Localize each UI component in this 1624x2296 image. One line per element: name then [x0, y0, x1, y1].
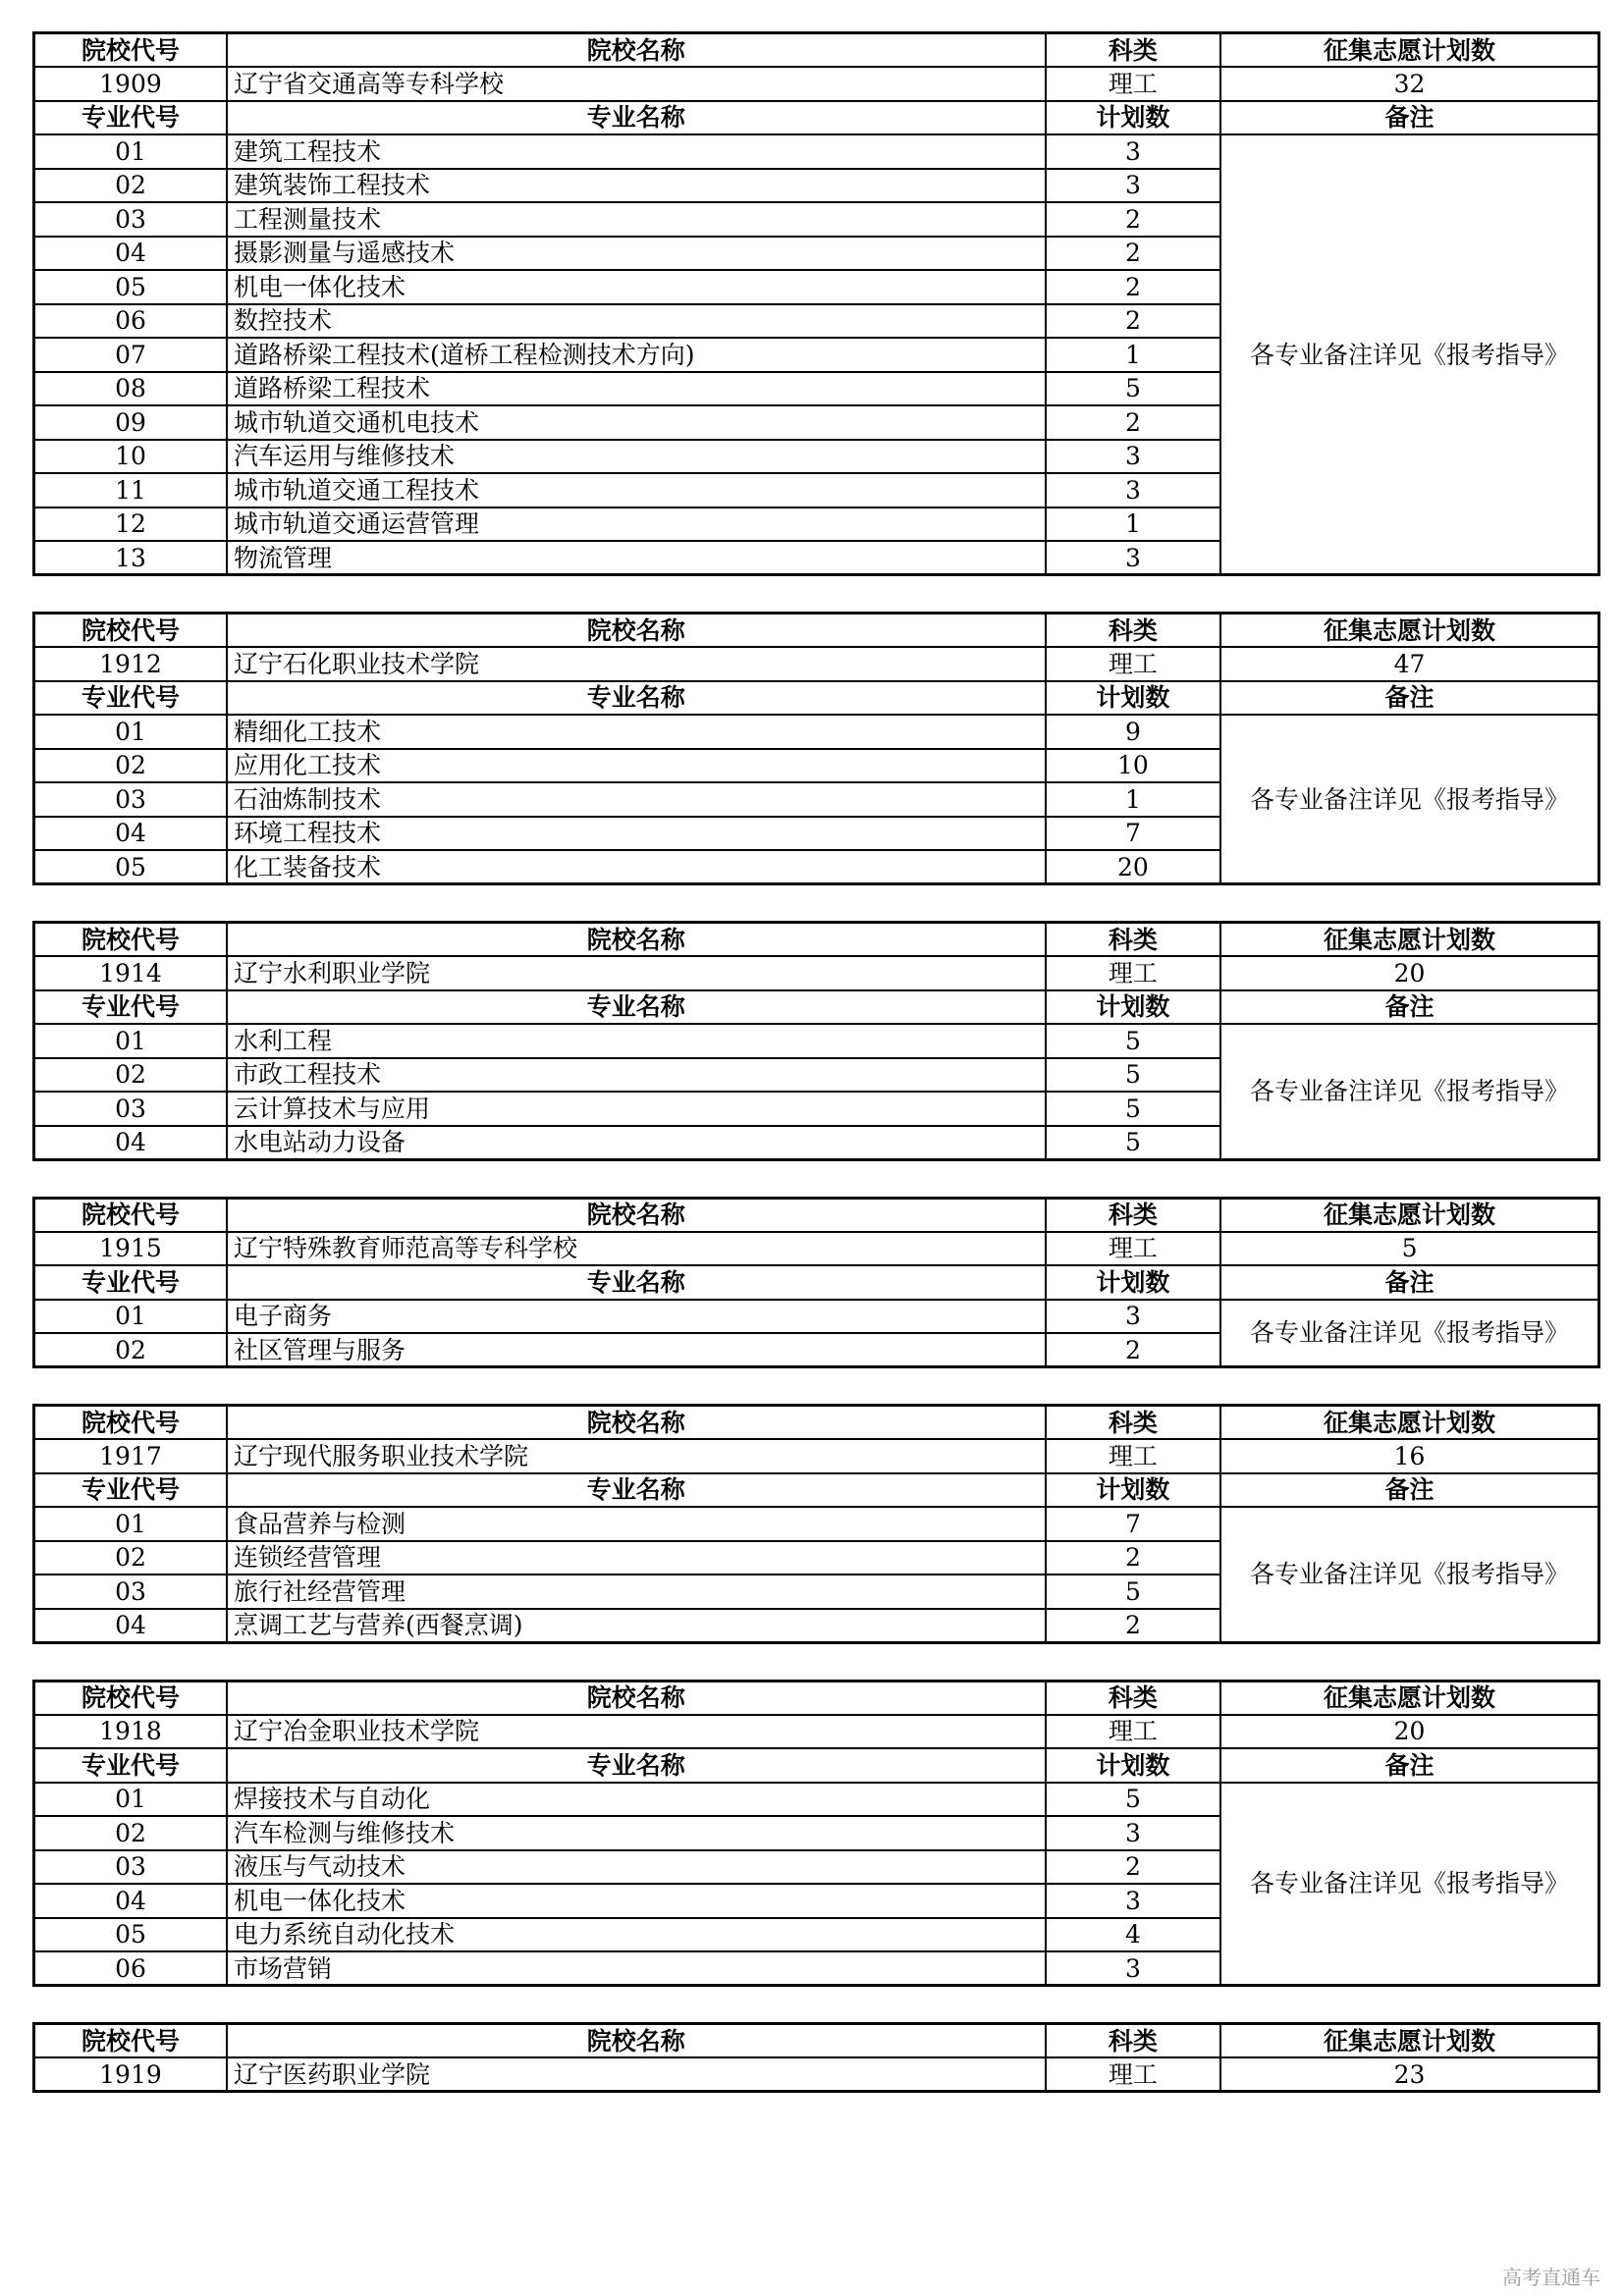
major-code-header: 专业代号: [34, 1473, 227, 1508]
school-name-header: 院校名称: [227, 614, 1046, 648]
major-code: 02: [34, 1333, 227, 1367]
major-header-row: [34, 1748, 1599, 1783]
school-code: 1912: [34, 647, 227, 681]
major-plan-count: 7: [1046, 817, 1220, 851]
school-name: 辽宁特殊教育师范高等专科学校: [227, 1232, 1046, 1266]
major-code: 12: [34, 507, 227, 542]
major-code: 10: [34, 440, 227, 474]
school-table: [32, 1680, 1600, 1988]
school-name: 辽宁石化职业技术学院: [227, 647, 1046, 681]
school-plan-total: 20: [1220, 1715, 1598, 1749]
major-code: 04: [34, 1126, 227, 1160]
school-name-header: 院校名称: [227, 1198, 1046, 1232]
school-info-row: [34, 1439, 1599, 1473]
major-plan-count: 3: [1046, 1884, 1220, 1918]
school-header-row: [34, 2024, 1599, 2058]
plan-count-header: 计划数: [1046, 1748, 1220, 1783]
school-name: 辽宁省交通高等专科学校: [227, 67, 1046, 101]
school-name-header: 院校名称: [227, 1681, 1046, 1715]
plan-total-header: 征集志愿计划数: [1220, 33, 1598, 68]
major-plan-count: 1: [1046, 338, 1220, 372]
major-plan-count: 5: [1046, 1024, 1220, 1058]
major-name-header: 专业名称: [227, 990, 1046, 1025]
major-row: [34, 1300, 1599, 1334]
remarks-note: 各专业备注详见《报考指导》: [1220, 1783, 1598, 1986]
school-code-header: 院校代号: [34, 1406, 227, 1440]
major-plan-count: 7: [1046, 1507, 1220, 1541]
major-name-header: 专业名称: [227, 101, 1046, 135]
major-code: 05: [34, 1918, 227, 1952]
plan-total-header: 征集志愿计划数: [1220, 614, 1598, 648]
school-table: [32, 921, 1600, 1161]
school-code: 1915: [34, 1232, 227, 1266]
plan-count-header: 计划数: [1046, 681, 1220, 716]
school-code: 1917: [34, 1439, 227, 1473]
major-code: 02: [34, 169, 227, 203]
major-row: [34, 1024, 1599, 1058]
watermark: 高考直通车: [1502, 2266, 1600, 2289]
major-code: 01: [34, 715, 227, 749]
remarks-note: 各专业备注详见《报考指导》: [1220, 1024, 1598, 1159]
plan-count-header: 计划数: [1046, 990, 1220, 1025]
table-gap: [32, 1644, 1600, 1680]
major-name: 水利工程: [227, 1024, 1046, 1058]
major-header-row: [34, 1265, 1599, 1300]
admission-plan-document: [32, 31, 1600, 2093]
school-code-header: 院校代号: [34, 33, 227, 68]
major-code: 01: [34, 1783, 227, 1817]
plan-total-header: 征集志愿计划数: [1220, 1406, 1598, 1440]
major-name: 城市轨道交通工程技术: [227, 473, 1046, 507]
major-plan-count: 5: [1046, 1058, 1220, 1093]
remarks-note: 各专业备注详见《报考指导》: [1220, 134, 1598, 575]
major-header-row: [34, 101, 1599, 135]
major-name: 建筑工程技术: [227, 134, 1046, 169]
remarks-note: 各专业备注详见《报考指导》: [1220, 1507, 1598, 1642]
school-name-header: 院校名称: [227, 923, 1046, 957]
plan-count-header: 计划数: [1046, 101, 1220, 135]
school-info-row: [34, 2057, 1599, 2092]
major-code: 03: [34, 202, 227, 237]
major-plan-count: 3: [1046, 169, 1220, 203]
category-header: 科类: [1046, 1406, 1220, 1440]
plan-total-header: 征集志愿计划数: [1220, 2024, 1598, 2058]
plan-total-header: 征集志愿计划数: [1220, 1681, 1598, 1715]
school-name-header: 院校名称: [227, 33, 1046, 68]
major-plan-count: 3: [1046, 1951, 1220, 1986]
plan-count-header: 计划数: [1046, 1473, 1220, 1508]
school-plan-total: 47: [1220, 647, 1598, 681]
major-header-row: [34, 681, 1599, 716]
major-name: 化工装备技术: [227, 850, 1046, 884]
major-name: 烹调工艺与营养(西餐烹调): [227, 1609, 1046, 1643]
category-header: 科类: [1046, 614, 1220, 648]
school-category: 理工: [1046, 1232, 1220, 1266]
major-plan-count: 2: [1046, 1609, 1220, 1643]
school-code-header: 院校代号: [34, 2024, 227, 2058]
school-code: 1918: [34, 1715, 227, 1749]
remarks-header: 备注: [1220, 1265, 1598, 1300]
plan-total-header: 征集志愿计划数: [1220, 923, 1598, 957]
school-category: 理工: [1046, 1439, 1220, 1473]
major-name-header: 专业名称: [227, 681, 1046, 716]
major-code: 04: [34, 1609, 227, 1643]
school-info-row: [34, 67, 1599, 101]
school-info-row: [34, 1715, 1599, 1749]
school-category: 理工: [1046, 2057, 1220, 2092]
major-plan-count: 3: [1046, 134, 1220, 169]
school-code: 1909: [34, 67, 227, 101]
major-code: 01: [34, 1300, 227, 1334]
major-name: 道路桥梁工程技术(道桥工程检测技术方向): [227, 338, 1046, 372]
major-plan-count: 3: [1046, 440, 1220, 474]
major-name: 连锁经营管理: [227, 1541, 1046, 1575]
school-table: [32, 31, 1600, 576]
school-table: [32, 612, 1600, 885]
school-code-header: 院校代号: [34, 1198, 227, 1232]
major-plan-count: 3: [1046, 1816, 1220, 1850]
major-plan-count: 2: [1046, 237, 1220, 271]
major-plan-count: 2: [1046, 304, 1220, 339]
school-info-row: [34, 1232, 1599, 1266]
major-plan-count: 1: [1046, 507, 1220, 542]
school-info-row: [34, 647, 1599, 681]
major-code-header: 专业代号: [34, 1265, 227, 1300]
school-header-row: [34, 1198, 1599, 1232]
school-table: [32, 1197, 1600, 1369]
major-code: 04: [34, 237, 227, 271]
major-row: [34, 715, 1599, 749]
major-name: 机电一体化技术: [227, 1884, 1046, 1918]
table-gap: [32, 1368, 1600, 1404]
school-category: 理工: [1046, 647, 1220, 681]
major-code: 05: [34, 270, 227, 304]
major-plan-count: 3: [1046, 541, 1220, 575]
school-plan-total: 5: [1220, 1232, 1598, 1266]
major-code: 02: [34, 749, 227, 783]
major-name: 食品营养与检测: [227, 1507, 1046, 1541]
major-code: 02: [34, 1058, 227, 1093]
table-gap: [32, 885, 1600, 921]
major-code: 08: [34, 372, 227, 406]
school-info-row: [34, 956, 1599, 990]
major-name: 道路桥梁工程技术: [227, 372, 1046, 406]
category-header: 科类: [1046, 2024, 1220, 2058]
major-code: 01: [34, 1024, 227, 1058]
major-name: 物流管理: [227, 541, 1046, 575]
major-header-row: [34, 1473, 1599, 1508]
major-plan-count: 1: [1046, 782, 1220, 817]
major-code: 01: [34, 134, 227, 169]
major-name: 城市轨道交通机电技术: [227, 405, 1046, 440]
major-code: 07: [34, 338, 227, 372]
school-header-row: [34, 923, 1599, 957]
major-name: 云计算技术与应用: [227, 1092, 1046, 1126]
major-code-header: 专业代号: [34, 990, 227, 1025]
category-header: 科类: [1046, 33, 1220, 68]
major-name: 应用化工技术: [227, 749, 1046, 783]
remarks-note: 各专业备注详见《报考指导》: [1220, 715, 1598, 884]
major-name-header: 专业名称: [227, 1265, 1046, 1300]
school-name-header: 院校名称: [227, 2024, 1046, 2058]
major-code: 01: [34, 1507, 227, 1541]
major-code: 04: [34, 817, 227, 851]
major-plan-count: 5: [1046, 1092, 1220, 1126]
school-plan-total: 32: [1220, 67, 1598, 101]
major-plan-count: 2: [1046, 270, 1220, 304]
major-name: 市场营销: [227, 1951, 1046, 1986]
category-header: 科类: [1046, 1198, 1220, 1232]
major-code-header: 专业代号: [34, 101, 227, 135]
school-category: 理工: [1046, 956, 1220, 990]
category-header: 科类: [1046, 1681, 1220, 1715]
school-code-header: 院校代号: [34, 614, 227, 648]
major-header-row: [34, 990, 1599, 1025]
major-name: 汽车检测与维修技术: [227, 1816, 1046, 1850]
major-name: 工程测量技术: [227, 202, 1046, 237]
school-code: 1919: [34, 2057, 227, 2092]
major-code: 04: [34, 1884, 227, 1918]
school-header-row: [34, 1406, 1599, 1440]
school-category: 理工: [1046, 67, 1220, 101]
school-code: 1914: [34, 956, 227, 990]
major-name: 液压与气动技术: [227, 1850, 1046, 1885]
major-plan-count: 2: [1046, 1541, 1220, 1575]
major-code: 13: [34, 541, 227, 575]
school-plan-total: 23: [1220, 2057, 1598, 2092]
major-code: 03: [34, 782, 227, 817]
major-plan-count: 2: [1046, 1850, 1220, 1885]
major-plan-count: 2: [1046, 202, 1220, 237]
major-name: 数控技术: [227, 304, 1046, 339]
major-name-header: 专业名称: [227, 1748, 1046, 1783]
table-gap: [32, 1987, 1600, 2022]
major-plan-count: 20: [1046, 850, 1220, 884]
major-code-header: 专业代号: [34, 681, 227, 716]
major-name: 电子商务: [227, 1300, 1046, 1334]
major-code: 06: [34, 1951, 227, 1986]
major-name: 环境工程技术: [227, 817, 1046, 851]
category-header: 科类: [1046, 923, 1220, 957]
major-plan-count: 4: [1046, 1918, 1220, 1952]
major-name: 建筑装饰工程技术: [227, 169, 1046, 203]
major-code: 03: [34, 1092, 227, 1126]
school-header-row: [34, 614, 1599, 648]
major-plan-count: 5: [1046, 1783, 1220, 1817]
major-name: 水电站动力设备: [227, 1126, 1046, 1160]
school-category: 理工: [1046, 1715, 1220, 1749]
major-name: 石油炼制技术: [227, 782, 1046, 817]
major-name: 市政工程技术: [227, 1058, 1046, 1093]
school-name: 辽宁医药职业学院: [227, 2057, 1046, 2092]
remarks-header: 备注: [1220, 1748, 1598, 1783]
major-plan-count: 5: [1046, 1575, 1220, 1609]
school-header-row: [34, 33, 1599, 68]
plan-count-header: 计划数: [1046, 1265, 1220, 1300]
school-plan-total: 20: [1220, 956, 1598, 990]
major-name: 摄影测量与遥感技术: [227, 237, 1046, 271]
table-gap: [32, 576, 1600, 612]
school-name: 辽宁水利职业学院: [227, 956, 1046, 990]
remarks-header: 备注: [1220, 990, 1598, 1025]
major-name: 精细化工技术: [227, 715, 1046, 749]
school-table: [32, 1404, 1600, 1644]
major-code: 11: [34, 473, 227, 507]
major-name: 焊接技术与自动化: [227, 1783, 1046, 1817]
major-row: [34, 1507, 1599, 1541]
major-plan-count: 5: [1046, 1126, 1220, 1160]
major-code: 02: [34, 1816, 227, 1850]
major-name: 汽车运用与维修技术: [227, 440, 1046, 474]
major-name: 社区管理与服务: [227, 1333, 1046, 1367]
major-code: 09: [34, 405, 227, 440]
major-plan-count: 5: [1046, 372, 1220, 406]
major-code: 03: [34, 1575, 227, 1609]
major-name-header: 专业名称: [227, 1473, 1046, 1508]
major-plan-count: 3: [1046, 473, 1220, 507]
school-header-row: [34, 1681, 1599, 1715]
major-name: 机电一体化技术: [227, 270, 1046, 304]
plan-total-header: 征集志愿计划数: [1220, 1198, 1598, 1232]
major-plan-count: 2: [1046, 405, 1220, 440]
major-code: 06: [34, 304, 227, 339]
remarks-header: 备注: [1220, 1473, 1598, 1508]
major-code: 02: [34, 1541, 227, 1575]
remarks-header: 备注: [1220, 101, 1598, 135]
school-code-header: 院校代号: [34, 1681, 227, 1715]
table-gap: [32, 1161, 1600, 1197]
major-row: [34, 1783, 1599, 1817]
major-name: 旅行社经营管理: [227, 1575, 1046, 1609]
school-name-header: 院校名称: [227, 1406, 1046, 1440]
major-plan-count: 9: [1046, 715, 1220, 749]
major-name: 城市轨道交通运营管理: [227, 507, 1046, 542]
major-code: 05: [34, 850, 227, 884]
major-code-header: 专业代号: [34, 1748, 227, 1783]
school-name: 辽宁冶金职业技术学院: [227, 1715, 1046, 1749]
major-plan-count: 2: [1046, 1333, 1220, 1367]
major-code: 03: [34, 1850, 227, 1885]
major-plan-count: 10: [1046, 749, 1220, 783]
school-code-header: 院校代号: [34, 923, 227, 957]
remarks-note: 各专业备注详见《报考指导》: [1220, 1300, 1598, 1367]
remarks-header: 备注: [1220, 681, 1598, 716]
school-name: 辽宁现代服务职业技术学院: [227, 1439, 1046, 1473]
school-plan-total: 16: [1220, 1439, 1598, 1473]
major-name: 电力系统自动化技术: [227, 1918, 1046, 1952]
major-plan-count: 3: [1046, 1300, 1220, 1334]
school-table: [32, 2022, 1600, 2093]
major-row: [34, 134, 1599, 169]
